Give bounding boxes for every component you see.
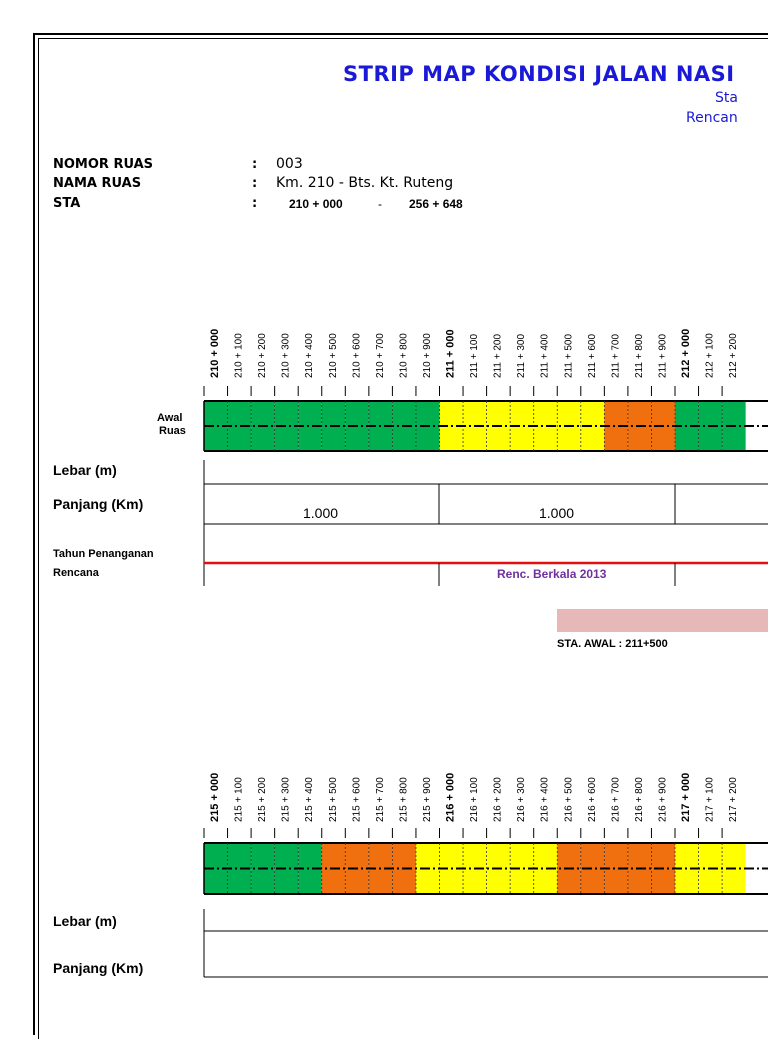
strip1-tick-label: 210 + 100: [233, 333, 245, 378]
lebar-label-1: Lebar (m): [53, 462, 117, 478]
subtitle-1: Sta: [715, 90, 738, 106]
strip1-tick-label: 210 + 900: [421, 333, 433, 378]
strip1-tick-label: 211 + 500: [563, 333, 575, 378]
strip2-tick-label: 215 + 800: [398, 777, 410, 822]
strip1-tick-label: 211 + 400: [539, 333, 551, 378]
strip1-tick-label: 212 + 200: [728, 333, 740, 378]
strip1-tick-label: 210 + 300: [280, 333, 292, 378]
strip1-tick-label: 210 + 800: [398, 333, 410, 378]
subtitle-2: Rencan: [686, 110, 738, 126]
panjang-label-2: Panjang (Km): [53, 960, 144, 976]
sta-awal-text: STA. AWAL : 211+500: [557, 638, 668, 650]
awal-label: Awal: [157, 412, 183, 424]
strip1-tick-label: 211 + 600: [586, 333, 598, 378]
lebar-label-2: Lebar (m): [53, 913, 117, 929]
strip2-tick-label: 215 + 700: [374, 777, 386, 822]
strip2-tick-label: 216 + 300: [516, 777, 528, 822]
strip2-tick-label: 215 + 100: [233, 777, 245, 822]
colon-3: :: [252, 196, 258, 211]
strip1-tick-label: 210 + 000: [209, 328, 221, 378]
strip1-tick-label: 212 + 100: [704, 333, 716, 378]
strip2-tick-label: 216 + 400: [539, 777, 551, 822]
nama-ruas-value: Km. 210 - Bts. Kt. Ruteng: [276, 175, 454, 191]
sta-label: STA: [53, 196, 81, 211]
sta-start: 210 + 000: [289, 197, 343, 211]
strip2-tick-label: 217 + 100: [704, 777, 716, 822]
strip1-tick-label: 212 + 000: [680, 328, 692, 378]
pink-highlight: [557, 609, 768, 632]
strip2-tick-label: 216 + 700: [610, 777, 622, 822]
strip2-tick-label: 216 + 500: [563, 777, 575, 822]
strip1-tick-label: 211 + 800: [633, 333, 645, 378]
strip2-tick-label: 216 + 900: [657, 777, 669, 822]
tahun-label: Tahun Penanganan: [53, 548, 154, 560]
renc-berkala-text: Renc. Berkala 2013: [497, 567, 607, 581]
length-value-1: 1.000: [303, 505, 339, 521]
strip2-tick-label: 215 + 300: [280, 777, 292, 822]
strip2-tick-label: 216 + 000: [444, 772, 457, 822]
strip1-tick-label: 211 + 700: [610, 333, 622, 378]
strip1-tick-label: 210 + 400: [304, 333, 316, 378]
strip2-tick-label: 215 + 000: [209, 772, 221, 822]
strip2-tick-label: 215 + 400: [304, 777, 316, 822]
strip2-tick-label: 215 + 500: [327, 777, 339, 822]
strip2-tick-label: 216 + 200: [492, 777, 504, 822]
strip2-tick-label: 215 + 600: [351, 777, 363, 822]
strip2-tick-label: 215 + 900: [421, 777, 433, 822]
strip1-tick-label: 210 + 600: [351, 333, 363, 378]
strip2-tick-label: 215 + 200: [257, 777, 269, 822]
strip1-tick-label: 211 + 200: [492, 333, 504, 378]
nama-ruas-label: NAMA RUAS: [53, 176, 142, 191]
length-value-2: 1.000: [539, 505, 575, 521]
sta-dash: -: [378, 197, 382, 211]
sta-end: 256 + 648: [409, 197, 463, 211]
strip1-tick-label: 211 + 000: [444, 329, 457, 378]
strip2-tick-label: 217 + 200: [728, 777, 740, 822]
strip1-tick-label: 210 + 500: [327, 333, 339, 378]
nomor-ruas-label: NOMOR RUAS: [53, 157, 154, 172]
strip2-tick-label: 216 + 100: [469, 777, 481, 822]
strip2-tick-label: 216 + 800: [633, 777, 645, 822]
rencana-label: Rencana: [53, 567, 99, 579]
strip2-tick-label: 217 + 000: [680, 772, 692, 822]
strip2-tick-label: 216 + 600: [586, 777, 598, 822]
strip1-tick-label: 211 + 900: [657, 333, 669, 378]
strip1-tick-label: 210 + 200: [257, 333, 269, 378]
colon-1: :: [252, 157, 258, 172]
ruas-label: Ruas: [159, 425, 186, 437]
strip1-tick-label: 211 + 300: [516, 333, 528, 378]
page-title: STRIP MAP KONDISI JALAN NASI: [343, 62, 735, 86]
panjang-label-1: Panjang (Km): [53, 496, 144, 512]
strip1-tick-label: 211 + 100: [469, 333, 481, 378]
strip1-tick-label: 210 + 700: [374, 333, 386, 378]
nomor-ruas-value: 003: [276, 156, 303, 172]
colon-2: :: [252, 176, 258, 191]
